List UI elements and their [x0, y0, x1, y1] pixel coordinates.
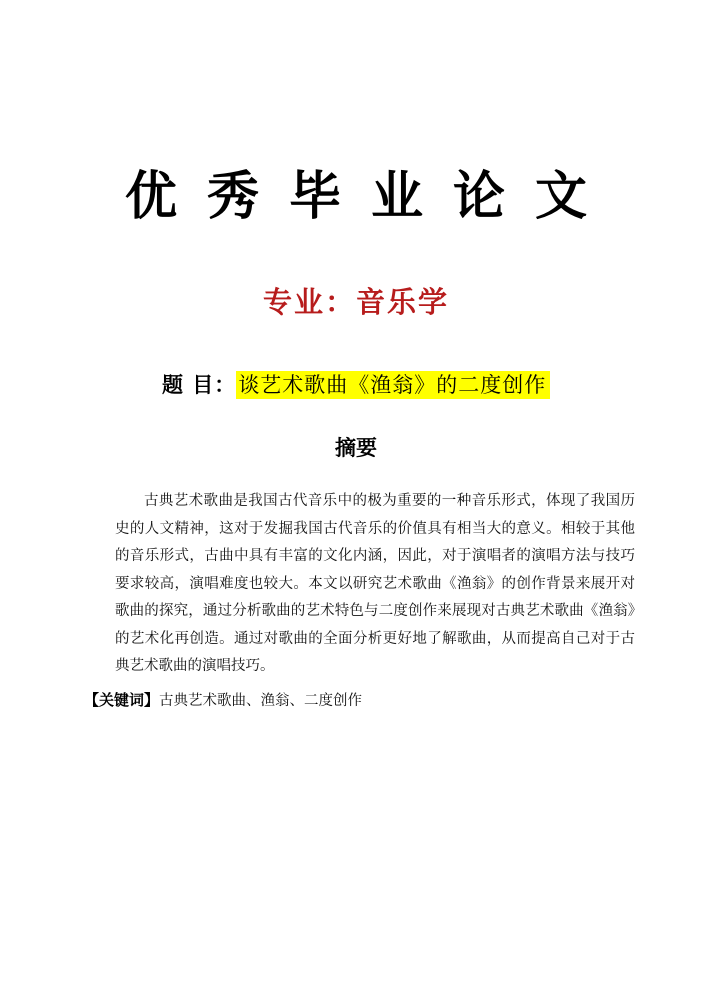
keywords-value: 古典艺术歌曲、渔翁、二度创作 [159, 693, 363, 709]
document-title: 优秀毕业论文 [124, 166, 617, 227]
keywords-line [84, 686, 362, 715]
topic-value: 谈艺术歌曲《渔翁》的二度创作 [236, 371, 550, 399]
major-line [0, 282, 712, 322]
abstract-heading: 摘要 [335, 436, 377, 460]
major-value: 音乐学 [356, 285, 450, 319]
major-label: 专业： [262, 285, 356, 319]
abstract-body: 古典艺术歌曲是我国古代音乐中的极为重要的一种音乐形式，体现了我国历史的人文精神，这对于发掘我国古代音乐的价值具有相当大的意义。相较于其他的音乐形式，古曲中具有丰富的文化内涵，因此，对于演唱者的演唱方法与技巧要求较高，演唱难度也较大。本文以研究艺术歌曲《渔翁》的创作背景来展开对歌曲的探究，通过分析歌曲的艺术特色与二度创作来展现对古典艺术歌曲《渔翁》的艺术化再创造。通过对歌曲的全面分析更好地了解歌曲，从而提高自己对于古典艺术歌曲的演唱技巧。 [115, 493, 635, 674]
keywords-label: 【关键词】 [84, 691, 160, 709]
topic-line [162, 367, 550, 403]
topic-label: 题 目： [162, 372, 237, 397]
